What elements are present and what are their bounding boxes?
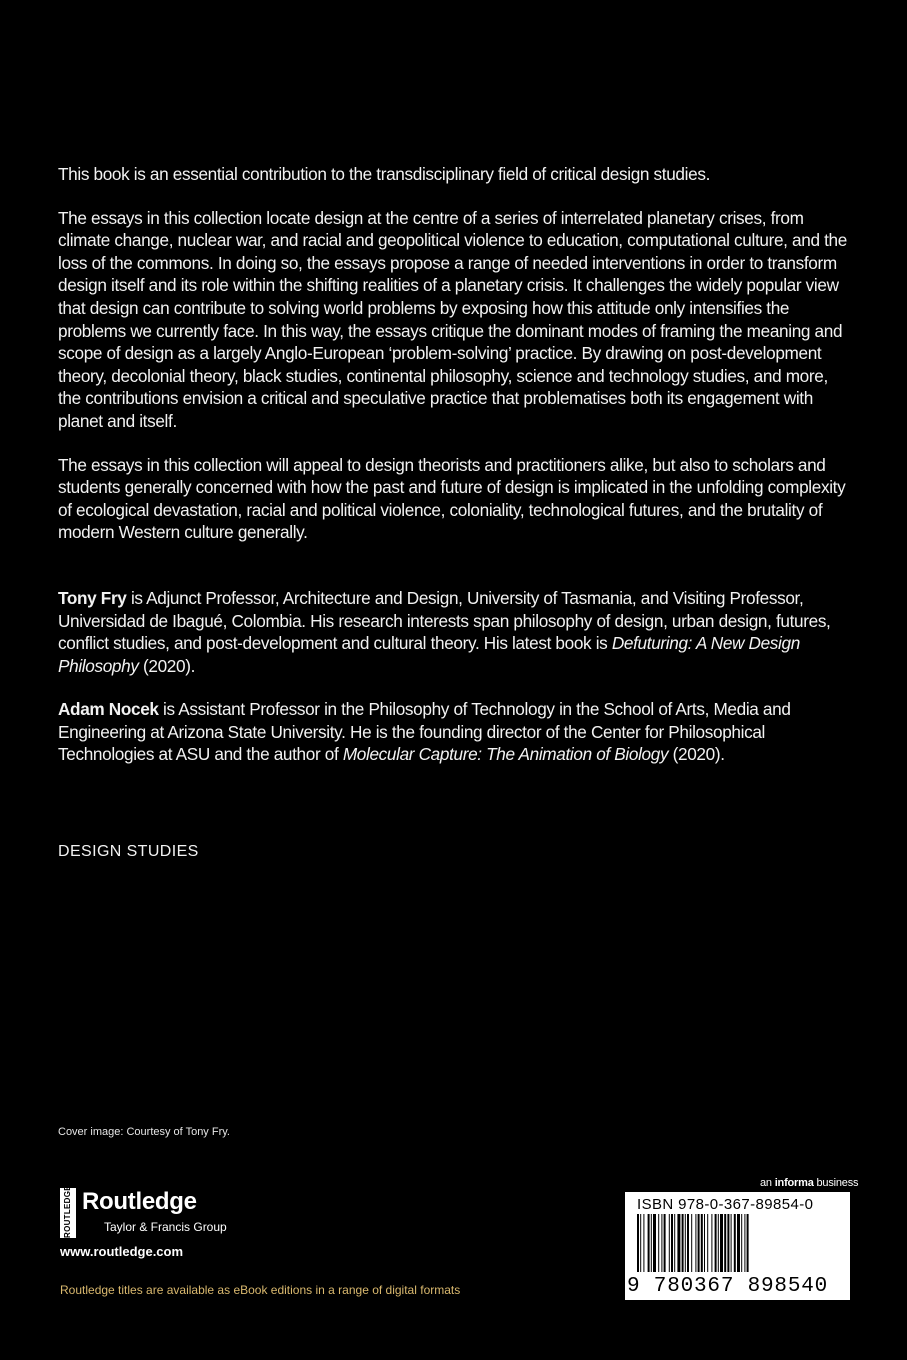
publisher-name: Routledge — [82, 1188, 197, 1215]
cover-credit: Cover image: Courtesy of Tony Fry. — [58, 1126, 230, 1138]
author-bios — [58, 587, 850, 766]
series-label: DESIGN STUDIES — [58, 843, 199, 860]
blurb-description: The essays in this collection locate design at the centre of a series of interrelated planetary crises, from climate change, nuclear war, and racial and geopolitical violence to education, computational culture, and the loss of the commons. In doing so, the essays propose a range of needed interventions in order to transform design itself and its role within the shifting realities of a planetary crisis. It challenges the widely popular view that design can contribute to solving world problems by exposing how this attitude only intensifies the problems we currently face. In this way, the essays critique the dominant modes of framing the meaning and scope of design as a largely Anglo-European ‘problem-solving’ practice. By drawing on post-development theory, decolonial theory, black studies, continental philosophy, science and technology studies, and more, the contributions envision a critical and speculative practice that problematises both its engagement with planet and itself. — [58, 207, 847, 431]
barcode-icon — [637, 1214, 841, 1272]
bio-text-fry: is Adjunct Professor, Architecture and Design, University of Tasmania, and Visiting Professor, Universidad de Ibagué, Colombia. His research interests span philosophy of design, urban design, futures, conflict studies, and post-development and cultural theory. His latest book is — [58, 587, 831, 654]
isbn-label: ISBN 978-0-367-89854-0 — [637, 1196, 814, 1213]
bio-text-nocek: is Assistant Professor in the Philosophy of Technology in the School of Arts, Media and Engineering at Arizona State University. He is the founding director of the Center for Philosophical Technologies at ASU and the author of — [58, 699, 791, 765]
publisher-url[interactable]: www.routledge.com — [60, 1244, 184, 1259]
author-name-nocek: Adam Nocek — [58, 699, 159, 720]
bio-adam-nocek — [58, 698, 850, 766]
book-title-nocek: Molecular Capture: The Animation of Biology — [342, 744, 669, 765]
routledge-logo-icon: ROUTLEDGE — [60, 1188, 76, 1238]
author-name-fry: Tony Fry — [58, 587, 127, 608]
informa-business-label: an informa business — [760, 1177, 859, 1189]
ebook-note: Routledge titles are available as eBook editions in a range of digital formats — [60, 1283, 461, 1297]
publisher-group: Taylor & Francis Group — [104, 1220, 227, 1234]
blurb-intro: This book is an essential contribution to the transdisciplinary field of critical design studies. — [58, 164, 710, 184]
back-cover-blurb — [58, 163, 850, 787]
book-title-fry: Defuturing: A New Design Philosophy — [58, 633, 800, 676]
bio-year-fry: (2020). — [138, 655, 196, 676]
bio-year-nocek: (2020). — [668, 744, 725, 765]
bio-tony-fry — [58, 587, 850, 677]
barcode-digits: 9 780367 898540 — [627, 1275, 829, 1298]
blurb-audience: The essays in this collection will appeal to design theorists and practitioners alike, but also to scholars and students generally concerned with how the past and future of design is implicated in the unfolding complexity of ecological devastation, racial and political violence, coloniality, technological futures, and the brutality of modern Western culture generally. — [58, 454, 846, 543]
